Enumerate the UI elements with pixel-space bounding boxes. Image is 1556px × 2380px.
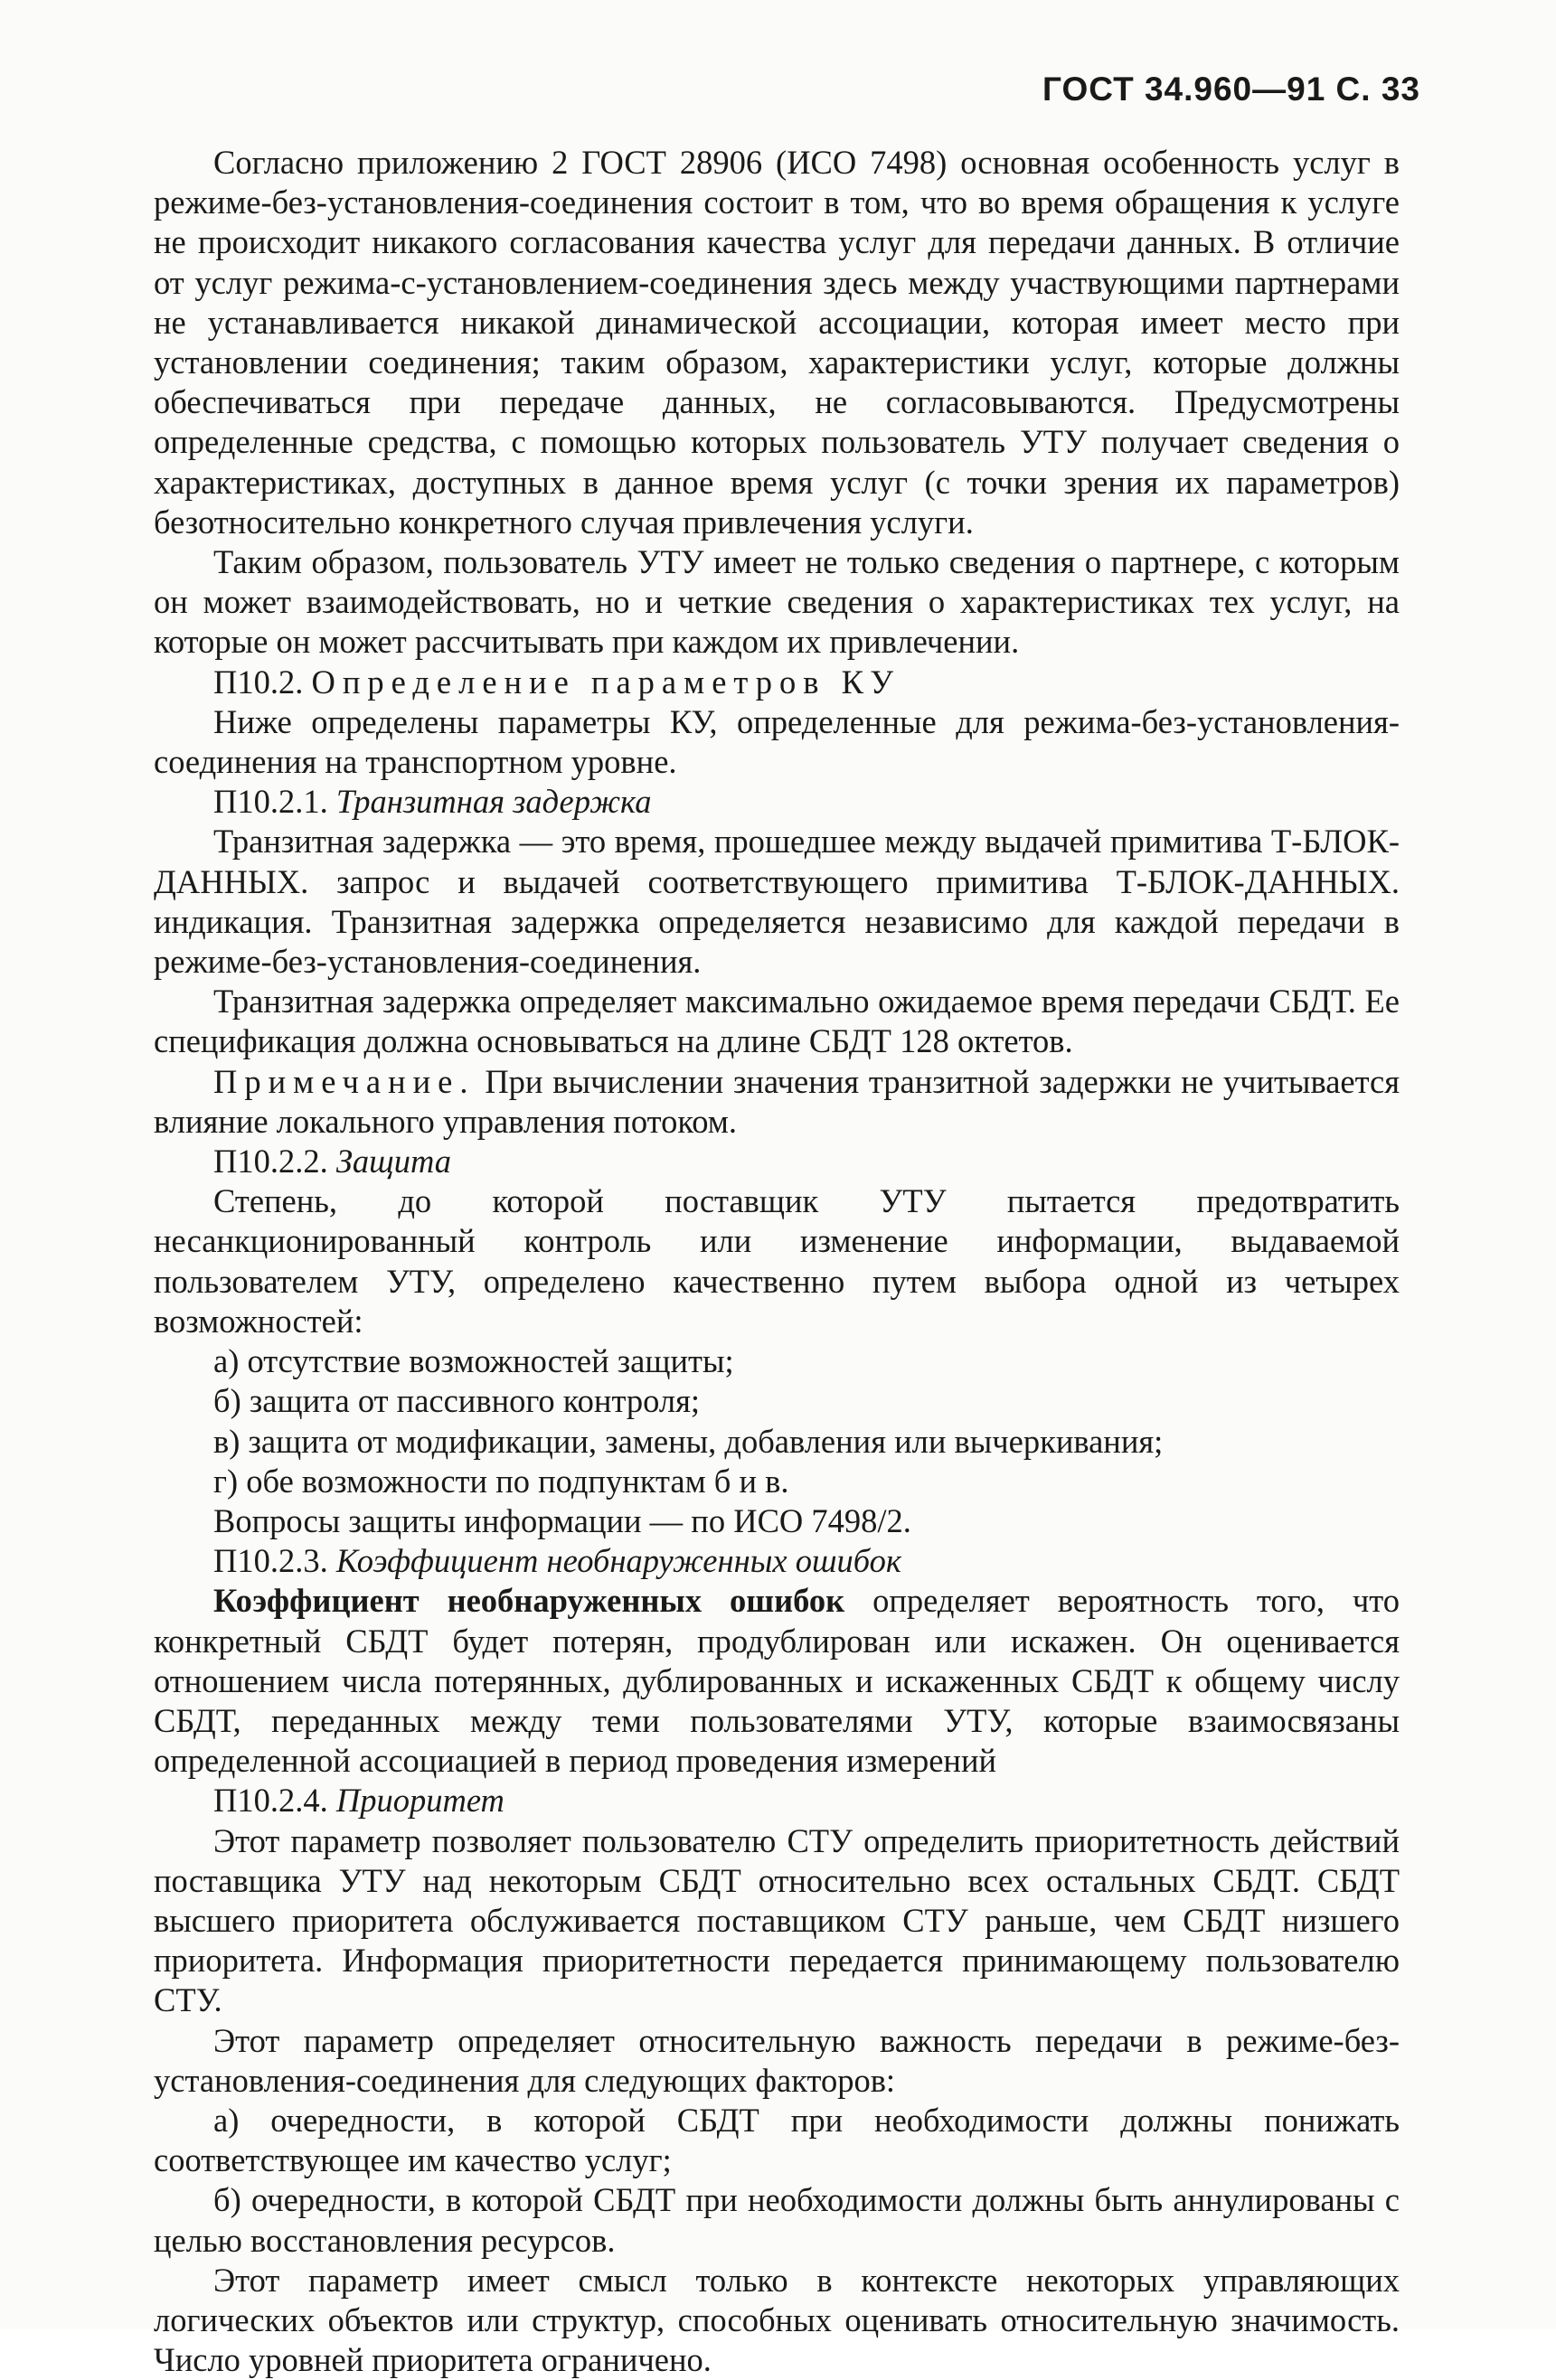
paragraph: Вопросы защиты информации — по ИСО 7498/2. — [213, 1501, 911, 1539]
list-item: а) отсутствие возможностей защиты; — [213, 1342, 734, 1380]
paragraph: Таким образом, пользователь УТУ имеет не только сведения о партнере, с которым он может взаимодействовать, но и четкие сведения о характеристиках тех услуг, на которые он может рассчитывать при каждом их привлечении. — [154, 543, 1400, 661]
subsection-number: П10.2.1. — [213, 783, 328, 821]
subsection-number: П10.2.3. — [213, 1542, 328, 1580]
list-item: г) обе возможности по подпунктам б и в. — [213, 1462, 789, 1500]
paragraph: Ниже определены параметры КУ, определенные для режима-без-установления-соединения на транспортном уровне. — [154, 702, 1400, 781]
paragraph: Транзитная задержка — это время, прошедшее между выдачей примитива Т-БЛОК-ДАННЫХ. запрос и выдачей соответствующего примитива Т-БЛОК-ДАННЫХ. индикация. Транзитная задержка определяется независимо для каждой передачи в режиме-без-установления-соединения. — [154, 823, 1400, 981]
list-item: а) очередности, в которой СБДТ при необходимости должны понижать соответствующее им качество услуг; — [154, 2101, 1400, 2179]
section-heading — [154, 663, 1400, 702]
subsection-title: Коэффициент необнаруженных ошибок — [335, 1542, 902, 1580]
list-item: в) защита от модификации, замены, добавления или вычеркивания; — [213, 1422, 1164, 1460]
paragraph: Этот параметр имеет смысл только в контексте некоторых управляющих логических объектов или структур, способных оценивать относительную значимость. Число уровней приоритета ограничено. — [154, 2261, 1400, 2379]
paragraph — [154, 1581, 1400, 1781]
list-item: б) очередности, в которой СБДТ при необходимости должны быть аннулированы с целью восстановления ресурсов. — [154, 2181, 1400, 2259]
subsection-heading — [154, 782, 1400, 822]
list-item: б) защита от пассивного контроля; — [213, 1382, 701, 1420]
paragraph: Согласно приложению 2 ГОСТ 28906 (ИСО 7498) основная особенность услуг в режиме-без-установления-соединения состоит в том, что во время обращения к услуге не происходит никакого согласования качества услуг для передачи данных. В отличие от услуг режима-с-установлением-соединения здесь между участвующими партнерами не устанавливается никакой динамической ассоциации, которая имеет место при установлении соединения; таким образом, характеристики услуг, которые должны обеспечиваться при передаче данных, не согласовываются. Предусмотрены определенные средства, с помощью которых пользователь УТУ получает сведения о характеристиках, доступных в данное время услуг (с точки зрения их параметров) безотносительно конкретного случая привлечения услуги. — [154, 144, 1400, 541]
document-body — [154, 143, 1400, 2380]
term-definition: определяет вероятность того, что конкретный СБДТ будет потерян, продублирован или искажен. Он оценивается отношением числа потерянных, дублированных и искаженных СБДТ к общему числу СБДТ, переданных между теми пользователями УТУ, которые взаимосвязаны определенной ассоциацией в период проведения измерений — [154, 1582, 1400, 1780]
subsection-title: Защита — [335, 1143, 452, 1181]
subsection-number: П10.2.4. — [213, 1782, 328, 1820]
subsection-number: П10.2.2. — [213, 1143, 328, 1181]
note — [154, 1062, 1400, 1142]
subsection-heading — [154, 1541, 1400, 1581]
subsection-title: Приоритет — [335, 1782, 505, 1820]
subsection-title: Транзитная задержка — [335, 783, 652, 821]
paragraph: Этот параметр определяет относительную важность передачи в режиме-без-установления-соединения для следующих факторов: — [154, 2021, 1400, 2099]
paragraph: Степень, до которой поставщик УТУ пытается предотвратить несанкционированный контроль или изменение информации, выдаваемой пользователем УТУ, определено качественно путем выбора одной из четырех возможностей: — [154, 1182, 1400, 1340]
paragraph: Этот параметр позволяет пользователю СТУ определить приоритетность действий поставщика УТУ над некоторым СБДТ относительно всех остальных СБДТ. СБДТ высшего приоритета обслуживается поставщиком СТУ раньше, чем СБДТ низшего приоритета. Информация приоритетности передается принимающему пользователю СТУ. — [154, 1821, 1400, 2019]
paragraph: Транзитная задержка определяет максимально ожидаемое время передачи СБДТ. Ее спецификация должна основываться на длине СБДТ 128 октетов. — [154, 983, 1400, 1060]
subsection-heading — [154, 1142, 1400, 1181]
page-header: ГОСТ 34.960—91 С. 33 — [1042, 71, 1420, 108]
section-title: Определение параметров КУ — [311, 663, 901, 701]
term-lead: Коэффициент необнаруженных ошибок — [213, 1582, 845, 1620]
section-number: П10.2. — [213, 663, 304, 701]
note-label: Примечание. — [213, 1062, 476, 1100]
note-text: При вычислении значения транзитной задержки не учитывается влияние локального управления потоком. — [154, 1062, 1400, 1140]
subsection-heading — [154, 1781, 1400, 1820]
